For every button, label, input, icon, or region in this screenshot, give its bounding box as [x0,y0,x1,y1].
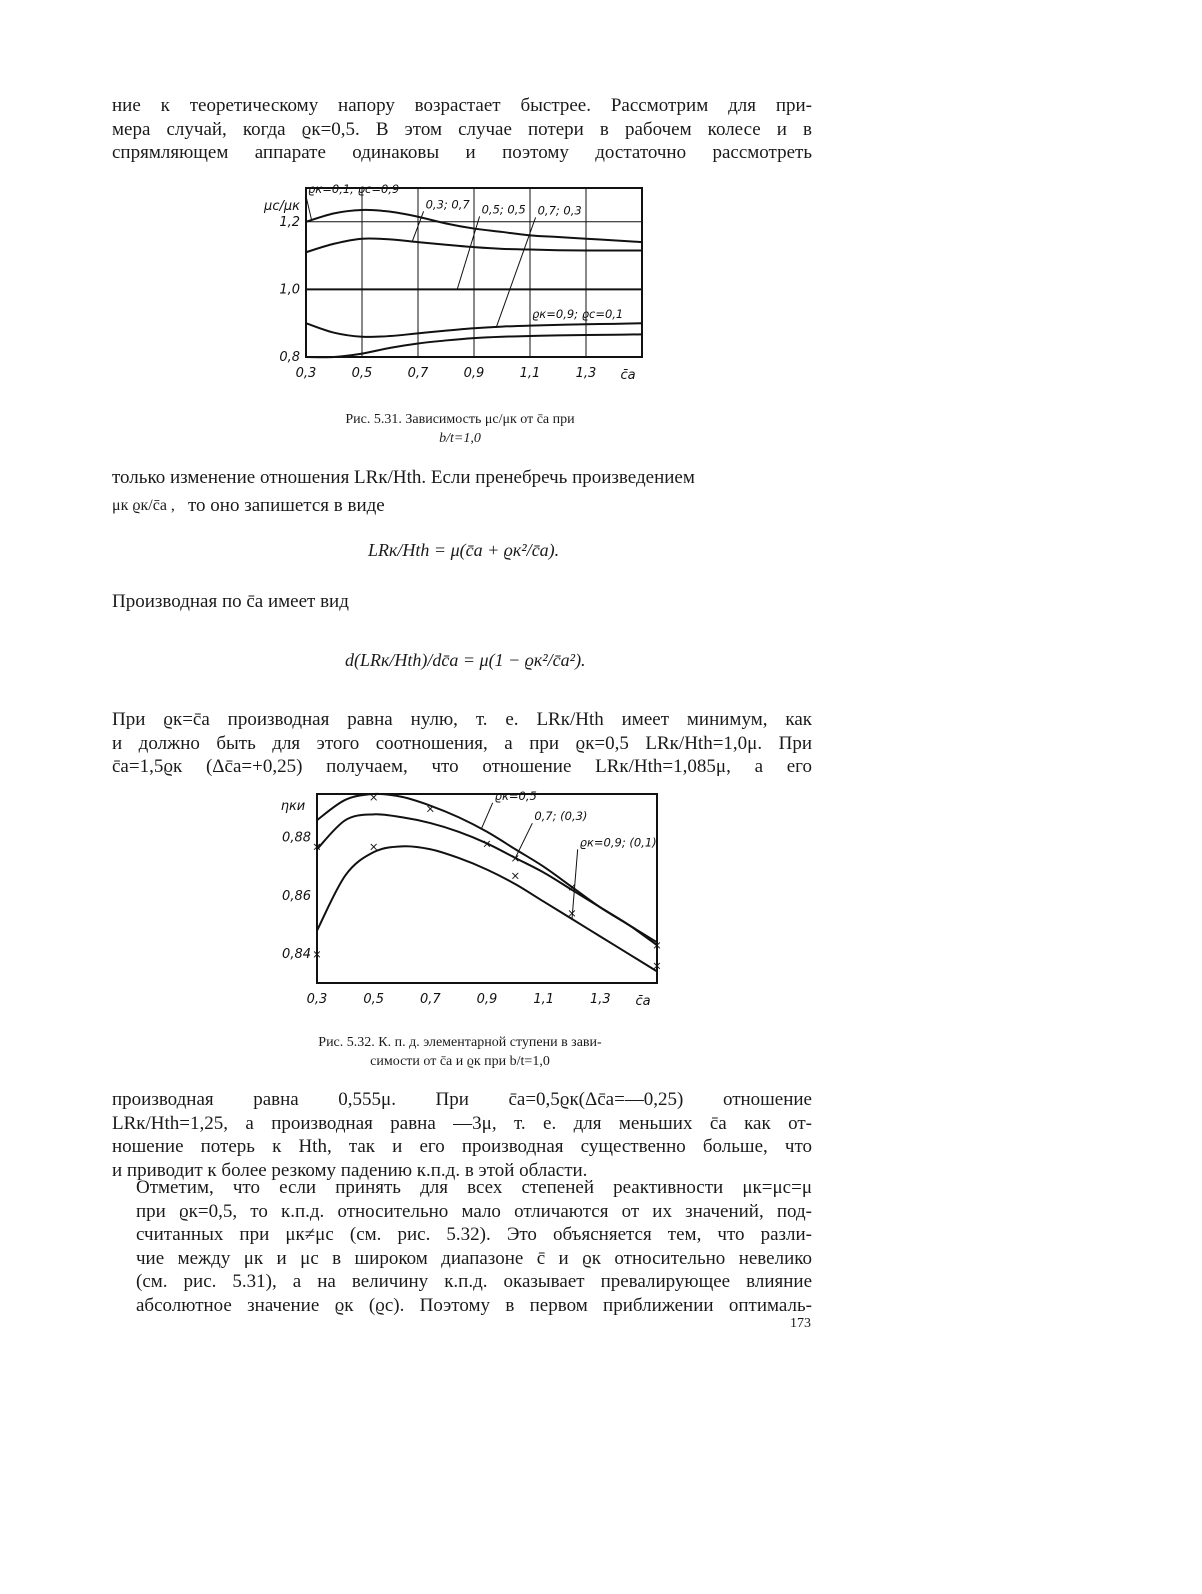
figure-5-32-caption [250,1033,670,1071]
series-label: ϱк=0,5 [494,788,537,803]
data-marker: × [368,789,379,804]
y-tick-label: 0,84 [282,946,311,962]
paragraph-5-line-3: ношение потерь к Hth, так и его производная существенно больше, что [112,1136,812,1157]
paragraph-4 [112,708,812,779]
page-number: 173 [790,1316,811,1331]
y-axis-label: ηки [280,799,306,814]
figure-5-32-caption-line-1: Рис. 5.32. К. п. д. элементарной ступени в зави- [318,1035,602,1050]
figure-5-31-chart [264,182,658,392]
figure-5-31 [264,182,658,392]
formula-derivative [345,650,586,671]
series-leader-line [481,803,492,829]
x-tick-label: 0,7 [419,992,441,1007]
series-label: ϱк=0,9; ϱс=0,1 [532,307,624,322]
y-tick-label: 1,0 [279,282,300,298]
formula-derivative-text: d(LRк/Hth)/dc̄a = μ(1 − ϱк²/c̄a²). [345,650,586,670]
figure-5-31-caption-line-2: b/t=1,0 [439,431,481,446]
series-label: 0,7; 0,3 [537,203,582,218]
paragraph-6-line-6: абсолютное значение ϱк (ϱc). Поэтому в первом приближении оптималь- [136,1294,812,1316]
series-line [317,846,657,971]
paragraph-4-line-3: c̄a=1,5ϱк (Δc̄a=+0,25) получаем, что отношение LRк/Hth=1,085μ, а его [112,756,812,777]
series-label: 0,5; 0,5 [481,202,526,217]
data-marker: × [425,801,436,816]
data-marker: × [567,906,577,921]
series-line [317,814,657,945]
data-marker: × [652,958,662,973]
paragraph-3 [112,590,812,614]
paragraph-1-line-1: ние к теоретическому напору возрастает быстрее. Рассмотрим для при- [112,95,812,116]
data-marker: × [567,880,577,895]
x-tick-label: 0,9 [463,366,485,381]
paragraph-5-line-4: и приводит к более резкому падению к.п.д. в этой области. [112,1159,588,1181]
x-tick-label: 1,1 [519,366,541,381]
series-label: 0,7; (0,3) [534,809,588,824]
formula-loss-ratio-text: LRк/Hth = μ(c̄a + ϱк²/c̄a). [368,540,560,560]
figure-5-32-caption-line-2: симости от c̄a и ϱк при b/t=1,0 [370,1054,550,1069]
data-marker: × [652,938,662,953]
figure-5-32 [255,788,665,1018]
y-tick-label: 0,8 [279,350,300,365]
figure-5-31-caption [280,410,640,448]
paragraph-4-line-2: и должно быть для этого соотношения, а при ϱк=0,5 LRк/Hth=1,0μ. При [112,732,812,754]
paragraph-5-line-2: LRк/Hth=1,25, а производная равна —3μ, т. е. для меньших c̄a как от- [112,1112,812,1134]
paragraph-2-continuation-text: то оно запишется в виде [188,495,385,516]
x-tick-label: 0,5 [351,366,373,381]
x-tick-label: 0,9 [476,992,498,1007]
formula-loss-ratio [368,540,559,561]
paragraph-4-line-1: При ϱк=c̄a производная равна нулю, т. е. LRк/Hth имеет минимум, как [112,709,812,730]
product-expression [112,497,175,515]
plot-frame [317,794,657,983]
data-marker: × [510,868,521,883]
paragraph-6-line-2: при ϱк=0,5, то к.п.д. относительно мало отличаются от их значений, под- [136,1200,812,1222]
data-marker: × [510,850,521,865]
x-tick-label: 0,5 [363,992,385,1007]
y-tick-label: 1,2 [279,214,300,230]
y-axis-label: μc/μк [264,199,300,214]
data-marker: × [312,946,322,961]
paragraph-6 [112,1176,812,1317]
series-label: 0,3; 0,7 [425,197,470,212]
figure-5-32-chart [255,788,665,1018]
paragraph-3-line-1: Производная по c̄a имеет вид [112,591,349,612]
paragraph-2-line-1: только изменение отношения LRк/Hth. Если пренебречь произведением [112,467,695,488]
x-tick-label: 1,1 [533,992,555,1007]
series-label: ϱк=0,9; (0,1) [579,835,657,850]
paragraph-6-line-5: (см. рис. 5.31), а на величину к.п.д. оказывает превалирующее влияние [136,1271,812,1292]
paragraph-6-line-1: Отметим, что если принять для всех степеней реактивности μк=μc=μ [136,1177,812,1198]
x-tick-label: 1,3 [589,992,611,1007]
x-tick-label: 0,7 [407,366,429,381]
paragraph-2-continuation [188,495,385,517]
x-tick-label: 0,3 [306,992,328,1007]
y-tick-label: 0,88 [282,830,311,846]
product-expression-text: μк ϱк/c̄a , [112,497,175,514]
paragraph-5 [112,1088,812,1182]
paragraph-2 [112,466,812,490]
series-label: ϱк=0,1; ϱс=0,9 [308,182,400,197]
paragraph-6-line-4: чие между μк и μc в широком диапазоне c̄ и ϱк относительно невелико [136,1247,812,1269]
paragraph-1-line-3: спрямляющем аппарате одинаковы и поэтому достаточно рассмотреть [112,142,812,163]
paragraph-1-line-2: мера случай, когда ϱк=0,5. В этом случае потери в рабочем колесе и в [112,118,812,140]
data-marker: × [312,839,322,854]
x-tick-label: 0,3 [295,366,317,381]
x-axis-label: c̄a [620,368,636,383]
x-axis-label: c̄a [635,994,651,1009]
paragraph-1 [112,94,812,165]
paragraph-5-line-1: производная равна 0,555μ. При c̄a=0,5ϱк(Δc̄a=—0,25) отношение [112,1089,812,1110]
data-marker: × [368,839,379,854]
figure-5-31-caption-line-1: Рис. 5.31. Зависимость μc/μк от c̄a при [345,412,575,427]
data-marker: × [482,836,492,851]
x-tick-label: 1,3 [575,366,597,381]
y-tick-label: 0,86 [282,888,311,904]
paragraph-6-line-3: считанных при μк≠μc (см. рис. 5.32). Это объясняется тем, что разли- [136,1224,812,1245]
